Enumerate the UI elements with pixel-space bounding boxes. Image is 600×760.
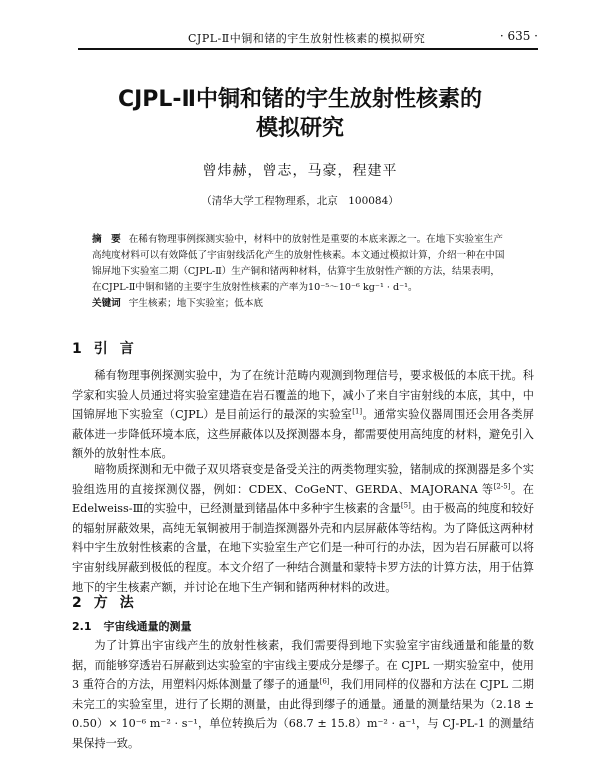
paper-title-line-2: 模拟研究	[255, 116, 344, 141]
intro-p2-text-cont: 。在Edelweiss-Ⅲ的实验中，已经测量到锗晶体中多种宇生核素的含量	[72, 482, 534, 516]
section-2-title: 方法	[93, 595, 146, 611]
citation: [2-5]	[493, 481, 511, 490]
keywords-text: 宇生核素；地下实验室；低本底	[128, 298, 264, 309]
method-p1-text-cont: ，我们用同样的仪器和方法在 CJPL 二期未完工的实验室里，进行了长期的测量，由此得到缪子的通量。通量的测量结果为（2.18 ± 0.50）× 10⁻⁶ m⁻² · s⁻¹，单位转换后为（68.7 ± 15.8）m⁻² · a⁻¹，与 CJ-PL-1 的测量结果保持一致。	[72, 678, 534, 750]
abstract-text: 在稀有物理事例探测实验中，材料中的放射性是重要的本底来源之一。在地下实验室生产高纯度材料可以有效降低了宇宙射线活化产生的放射性核素。本文通过模拟计算，介绍一种在中国锦屏地下实验室二期（CJPL-Ⅱ）生产铜和锗两种材料，估算宇生放射性产额的方法，结果表明，在CJPL-Ⅱ中铜和锗的主要宇生放射性核素的产率为10⁻⁵～10⁻⁶ kg⁻¹ · d⁻¹。	[92, 234, 505, 293]
intro-p2-text: 暗物质探测和无中微子双贝塔衰变是备受关注的两类物理实验，锗制成的探测器是多个实验组选用的直接探测仪器，例如：CDEX、CoGeNT、GERDA、MAJORANA 等	[72, 463, 534, 496]
abstract	[92, 232, 508, 296]
running-title: CJPL-Ⅱ中铜和锗的宇生放射性核素的模拟研究	[188, 32, 426, 45]
subsection-number: 2.1	[72, 620, 92, 633]
method-paragraph-1	[72, 636, 534, 754]
intro-paragraph-2	[72, 460, 534, 597]
citation: [1]	[352, 407, 363, 416]
section-2-number: 2	[72, 595, 82, 611]
citation: [5]	[400, 501, 411, 510]
section-1-title: 引言	[93, 341, 146, 357]
method-p1-text: 为了计算出宇宙线产生的放射性核素，我们需要得到地下实验室宇宙线通量和能量的数据，而能够穿透岩石屏蔽到达实验室的宇宙线主要成分是缪子。在 CJPL 一期实验室中，使用 3 重符合的方法，用塑料闪烁体测量了缪子的通量	[72, 639, 534, 692]
intro-p1-text: 稀有物理事例探测实验中，为了在统计范畴内观测到物理信号，要求极低的本底干扰。科学家和实验人员通过将实验室建造在岩石覆盖的地下，减小了来自宇宙射线的本底，其中，中国锦屏地下实验室（CJPL）是目前运行的最深的实验室	[72, 369, 534, 422]
running-header	[78, 28, 538, 50]
paper-title-line-1: CJPL-Ⅱ中铜和锗的宇生放射性核素的	[117, 87, 483, 112]
section-1-heading	[72, 338, 146, 358]
page-number: · 635 ·	[499, 29, 538, 43]
intro-paragraph-1	[72, 366, 534, 464]
subsection-title: 宇宙线通量的测量	[103, 620, 192, 633]
section-1-number: 1	[72, 341, 82, 357]
keywords	[92, 296, 508, 312]
intro-p1-text-cont: 。通常实验仪器周围还会用各类屏蔽体进一步降低环境本底，这些屏蔽体以及探测器本身，都需要使用高纯度的材料，避免引入额外的放射性本底。	[72, 408, 534, 461]
citation: [6]	[319, 677, 330, 686]
affiliation: （清华大学工程物理系，北京 100084）	[201, 195, 399, 207]
section-2-heading	[72, 592, 146, 612]
subsection-2-1-heading	[72, 618, 192, 634]
keywords-label: 关键词	[92, 298, 121, 309]
authors: 曾炜赫，曾志，马豪，程建平	[202, 163, 398, 179]
abstract-label: 摘 要	[92, 234, 121, 245]
intro-p2-text-end: 。由于极高的纯度和较好的辐射屏蔽效果，高纯无氧铜被用于制造探测器外壳和内层屏蔽体等结构。为了降低这两种材料中宇生放射性核素的含量，在地下实验室生产它们是一种可行的办法，因为岩石屏蔽可以将宇宙射线屏蔽到极低的程度。本文介绍了一种结合测量和蒙特卡罗方法的计算方法，用于估算地下的宇生核素产额，并讨论在地下生产铜和锗两种材料的改进。	[72, 502, 534, 594]
